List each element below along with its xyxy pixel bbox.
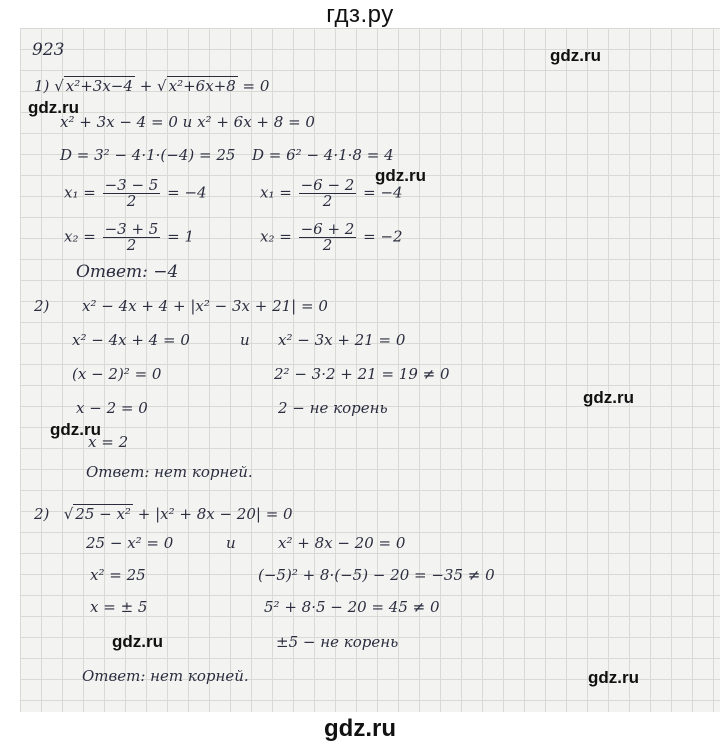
watermark-top-right: gdz.ru — [550, 46, 601, 65]
part2-answer: Ответ: нет корней. — [86, 463, 253, 481]
part1-line2: x² + 3x − 4 = 0 и x² + 6x + 8 = 0 — [60, 113, 315, 131]
part1-plus: + — [139, 77, 153, 95]
part3-line3-a: x² = 25 — [90, 566, 146, 584]
part1-x2-a — [64, 222, 194, 253]
sqrt-icon: √ — [157, 77, 167, 95]
part1-answer: Ответ: −4 — [76, 262, 179, 282]
x2-b-fraction — [299, 222, 357, 253]
part2-equation: x² − 4x + 4 + |x² − 3x + 21| = 0 — [82, 297, 328, 315]
part3-line2-and: и — [226, 534, 236, 552]
part2-line3-b: 2² − 3·2 + 21 = 19 ≠ 0 — [274, 365, 450, 383]
sqrt-icon: √ — [63, 505, 74, 523]
part1-x1-a — [64, 178, 207, 209]
x1-a-den: 2 — [126, 192, 137, 210]
part1-equation — [34, 76, 269, 96]
x2-a-fraction — [103, 222, 161, 253]
x1-b-fraction — [299, 178, 357, 209]
watermark-left-2: gdz.ru — [50, 420, 101, 439]
x1-a-fraction — [103, 178, 161, 209]
x2-a-den: 2 — [126, 236, 137, 254]
part1-equals: = 0 — [242, 77, 270, 95]
problem-number: 923 — [32, 40, 65, 60]
x2-b-lhs: x₂ = — [260, 227, 292, 246]
part1-x1-b — [260, 178, 403, 209]
watermark-mid-1: gdz.ru — [375, 166, 426, 185]
part2-line2-and: и — [240, 331, 250, 349]
x1-a-num: −3 − 5 — [104, 176, 159, 194]
part1-x2-b — [260, 222, 403, 253]
part2-line4-b: 2 − не корень — [278, 399, 388, 417]
watermark-left-3: gdz.ru — [112, 632, 163, 651]
watermark-right-3: gdz.ru — [588, 668, 639, 687]
part1-discriminant-a: D = 3² − 4·1·(−4) = 25 — [60, 146, 236, 164]
x2-a-rhs: = 1 — [167, 227, 195, 246]
sqrt-icon: √ — [54, 77, 64, 95]
part3-line2-b: x² + 8x − 20 = 0 — [278, 534, 406, 552]
x1-b-num: −6 − 2 — [300, 176, 355, 194]
x1-b-rhs: = −4 — [363, 183, 403, 202]
part3-radicand: 25 − x² — [75, 505, 131, 523]
watermark-left-1: gdz.ru — [28, 98, 79, 117]
part2-line2-a: x² − 4x + 4 = 0 — [72, 331, 190, 349]
x2-b-rhs: = −2 — [363, 227, 403, 246]
part3-answer: Ответ: нет корней. — [82, 667, 249, 685]
part2-line5: x = 2 — [88, 433, 129, 451]
part3-label: 2) — [34, 505, 50, 523]
x2-a-lhs: x₂ = — [64, 227, 96, 246]
part3-line4-b: 5² + 8·5 − 20 = 45 ≠ 0 — [264, 598, 440, 616]
part3-line4-a: x = ± 5 — [90, 598, 148, 616]
watermark-right-2: gdz.ru — [583, 388, 634, 407]
part3-equation — [34, 504, 293, 524]
part1-radicand-a: x²+3x−4 — [65, 77, 133, 95]
part3-rest: + |x² + 8x − 20| = 0 — [137, 505, 293, 523]
x1-b-lhs: x₁ = — [260, 183, 292, 202]
part3-line5-b: ±5 − не корень — [276, 633, 399, 651]
part3-line3-b: (−5)² + 8·(−5) − 20 = −35 ≠ 0 — [258, 566, 495, 584]
site-header-title: гдз.ру — [326, 1, 394, 28]
part2-label: 2) — [34, 297, 50, 315]
part2-line4-a: x − 2 = 0 — [76, 399, 148, 417]
x1-b-den: 2 — [322, 192, 333, 210]
x2-a-num: −3 + 5 — [104, 220, 159, 238]
x1-a-lhs: x₁ = — [64, 183, 96, 202]
part1-discriminant-b: D = 6² − 4·1·8 = 4 — [252, 146, 394, 164]
notebook-page — [20, 28, 720, 712]
part1-label: 1) — [34, 77, 50, 95]
part2-line2-b: x² − 3x + 21 = 0 — [278, 331, 406, 349]
site-footer-title: gdz.ru — [324, 715, 396, 742]
part1-radicand-b: x²+6x+8 — [168, 77, 236, 95]
x2-b-den: 2 — [322, 236, 333, 254]
part2-line3-a: (x − 2)² = 0 — [72, 365, 162, 383]
x2-b-num: −6 + 2 — [300, 220, 355, 238]
x1-a-rhs: = −4 — [167, 183, 207, 202]
part3-line2-a: 25 − x² = 0 — [86, 534, 174, 552]
